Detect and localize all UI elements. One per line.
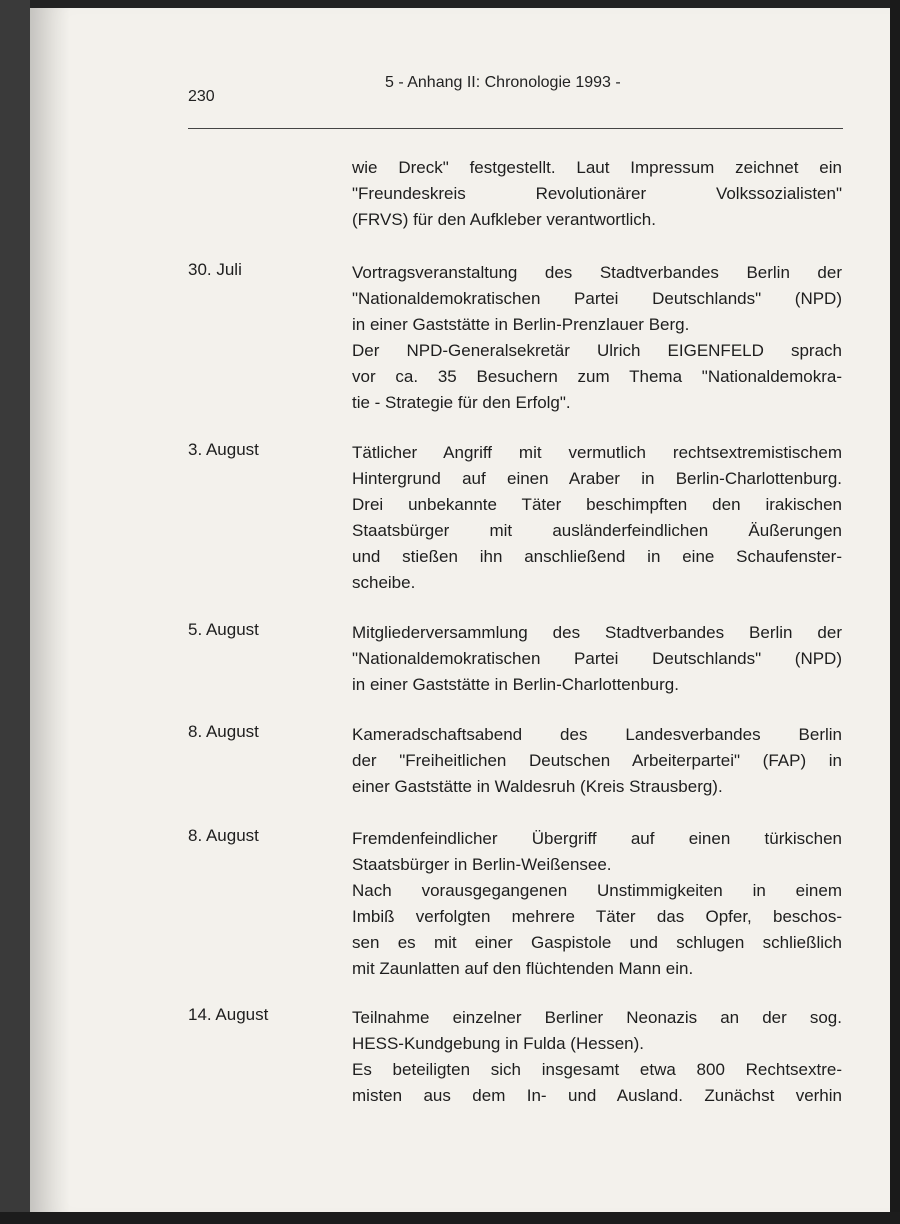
running-head: 5 - Anhang II: Chronologie 1993 - [385, 74, 621, 91]
text-line: "Freundeskreis Revolutionärer Volkssozialisten" [352, 184, 842, 203]
entry-date: 8. August [188, 826, 259, 845]
text-line: Hintergrund auf einen Araber in Berlin-Charlottenburg. [352, 469, 842, 488]
text-line: misten aus dem In- und Ausland. Zunächst verhin [352, 1086, 842, 1105]
text-line: Mitgliederversammlung des Stadtverbandes Berlin der [352, 623, 842, 642]
text-line: einer Gaststätte in Waldesruh (Kreis Strausberg). [352, 777, 723, 796]
text-line: Staatsbürger in Berlin-Weißensee. [352, 855, 612, 874]
page-bottom-edge [0, 1212, 900, 1224]
entry-date: 14. August [188, 1005, 269, 1024]
entry-text [352, 826, 842, 982]
text-line: Teilnahme einzelner Berliner Neonazis an der sog. [352, 1008, 842, 1027]
entry-text [352, 155, 842, 233]
text-line: scheibe. [352, 573, 416, 592]
text-line: Staatsbürger mit ausländerfeindlichen Äußerungen [352, 521, 842, 540]
text-line: und stießen ihn anschließend in eine Schaufenster- [352, 547, 842, 566]
text-line: mit Zaunlatten auf den flüchtenden Mann ein. [352, 959, 694, 978]
text-line: Der NPD-Generalsekretär Ulrich EIGENFELD sprach [352, 341, 842, 360]
text-line: Fremdenfeindlicher Übergriff auf einen türkischen [352, 829, 842, 848]
entry-date: 30. Juli [188, 260, 242, 279]
text-line: in einer Gaststätte in Berlin-Prenzlauer Berg. [352, 315, 690, 334]
text-line: "Nationaldemokratischen Partei Deutschlands" (NPD) [352, 289, 842, 308]
entry-date: 3. August [188, 440, 259, 459]
text-line: HESS-Kundgebung in Fulda (Hessen). [352, 1034, 644, 1053]
text-line: "Nationaldemokratischen Partei Deutschlands" (NPD) [352, 649, 842, 668]
entry-text [352, 440, 842, 596]
page-number: 230 [188, 88, 215, 105]
spine-shadow [30, 8, 70, 1214]
text-line: Vortragsveranstaltung des Stadtverbandes Berlin der [352, 263, 842, 282]
text-line: Nach vorausgegangenen Unstimmigkeiten in einem [352, 881, 842, 900]
text-line: Imbiß verfolgten mehrere Täter das Opfer, beschos- [352, 907, 842, 926]
text-line: (FRVS) für den Aufkleber verantwortlich. [352, 210, 656, 229]
book-binding-edge [0, 0, 30, 1224]
entry-text [352, 722, 842, 800]
text-line: der "Freiheitlichen Deutschen Arbeiterpartei" (FAP) in [352, 751, 842, 770]
text-line: Es beteiligten sich insgesamt etwa 800 Rechtsextre- [352, 1060, 842, 1079]
header-rule [188, 128, 843, 129]
entry-text [352, 1005, 842, 1109]
entry-date: 8. August [188, 722, 259, 741]
entry-text [352, 620, 842, 698]
text-line: Kameradschaftsabend des Landesverbandes Berlin [352, 725, 842, 744]
entry-date: 5. August [188, 620, 259, 639]
text-line: Drei unbekannte Täter beschimpften den irakischen [352, 495, 842, 514]
book-page [30, 8, 892, 1214]
text-line: tie - Strategie für den Erfolg". [352, 393, 571, 412]
text-line: in einer Gaststätte in Berlin-Charlottenburg. [352, 675, 679, 694]
text-line: wie Dreck" festgestellt. Laut Impressum zeichnet ein [352, 158, 842, 177]
entry-text [352, 260, 842, 416]
page-right-edge [890, 0, 900, 1224]
text-line: Tätlicher Angriff mit vermutlich rechtsextremistischem [352, 443, 842, 462]
text-line: vor ca. 35 Besuchern zum Thema "Nationaldemokra- [352, 367, 842, 386]
text-line: sen es mit einer Gaspistole und schlugen schließlich [352, 933, 842, 952]
